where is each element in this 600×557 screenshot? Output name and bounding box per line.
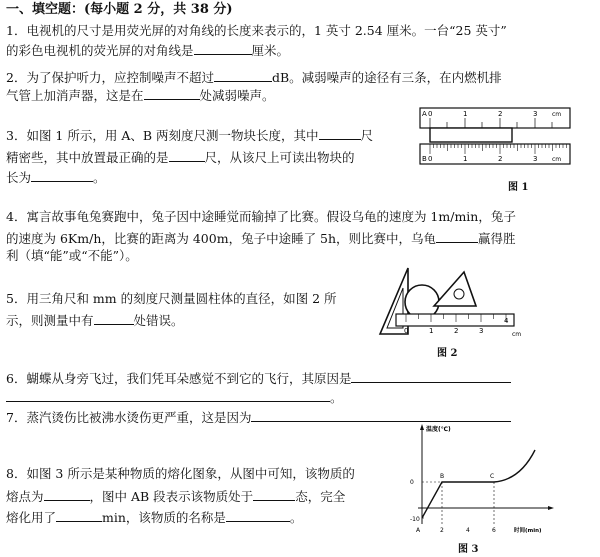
point-b: B xyxy=(440,473,445,480)
x-tick-2: 2 xyxy=(440,527,444,534)
ruler-a-tick-3: 3 xyxy=(533,110,538,118)
q2-answer-blank-1[interactable] xyxy=(214,68,272,82)
x-axis-label: 时间(min) xyxy=(514,528,542,534)
q8-text-b: ，图中 AB 段表示该物质处于 xyxy=(89,489,254,504)
q4-text-a: 的速度为 6Km/h，比赛的距离为 400m，兔子中途睡了 5h，则比赛中，乌龟 xyxy=(6,231,437,246)
section-title: 一、填空题：(每小题 2 分，共 38 分) xyxy=(6,2,233,17)
q1-answer-blank[interactable] xyxy=(194,41,252,55)
q6-text-a: 6．蝴蝶从身旁飞过，我们凭耳朵感觉不到它的飞行，其原因是 xyxy=(6,371,352,386)
q8-answer-blank-3[interactable] xyxy=(56,508,102,522)
q4-line1: 4．寓言故事龟兔赛跑中，兔子因中途睡觉而输掉了比赛。假设乌龟的速度为 1m/min，兔子 xyxy=(6,209,516,224)
ruler-a-tick-0: 0 xyxy=(428,110,433,118)
q2-answer-blank-2[interactable] xyxy=(144,86,200,100)
right-triangle xyxy=(434,272,476,306)
y-tick-0: 0 xyxy=(410,479,414,486)
q6-line2 xyxy=(6,388,343,406)
ruler-b-tick-2: 2 xyxy=(498,155,503,163)
figure-1-rulers xyxy=(416,104,576,174)
fig2-tick-0: 0 xyxy=(404,327,409,335)
block-object xyxy=(430,128,512,142)
q8-text-e: min，该物质的名称是 xyxy=(102,510,226,525)
q2-text-b: dB。减弱噪声的途径有三条，在内燃机排 xyxy=(271,70,502,85)
figure-2-caption: 图 2 xyxy=(437,348,458,359)
q4-answer-blank[interactable] xyxy=(436,229,478,243)
mm-ruler xyxy=(396,314,514,326)
q8-answer-blank-4[interactable] xyxy=(226,508,290,522)
fig2-tick-4: 4 xyxy=(504,317,509,325)
q5-text-a: 示，则测量中有 xyxy=(6,313,94,328)
fig2-tick-3: 3 xyxy=(479,327,484,335)
q3-line3 xyxy=(6,168,106,186)
q5-answer-blank[interactable] xyxy=(94,311,134,325)
x-tick-6: 6 xyxy=(492,527,496,534)
q2-line1 xyxy=(6,68,502,86)
q6-answer-blank-2[interactable] xyxy=(6,388,330,402)
fig2-tick-1: 1 xyxy=(429,327,434,335)
q8-text-c: 态，完全 xyxy=(295,489,346,504)
q3-text-a: 3．如图 1 所示，用 A、B 两刻度尺测一物块长度，其中 xyxy=(6,128,319,143)
q1-text-b: 厘米。 xyxy=(251,43,290,58)
q1-line2 xyxy=(6,41,289,59)
fig2-unit: cm xyxy=(512,331,522,338)
ruler-b-label: B xyxy=(422,155,427,163)
q8-text-d: 熔化用了 xyxy=(6,510,57,525)
q1-text-a: 的彩色电视机的荧光屏的对角线是 xyxy=(6,43,194,58)
q3-answer-blank-3[interactable] xyxy=(31,168,93,182)
q8-line2 xyxy=(6,487,345,505)
q6-line1 xyxy=(6,369,511,387)
y-axis-label: 温度(℃) xyxy=(426,426,451,433)
q3-text-d: 尺，从该尺上可读出物块的 xyxy=(204,150,355,165)
q8-line1: 8．如图 3 所示是某种物质的熔化图象，从图中可知，该物质的 xyxy=(6,466,355,481)
q8-line3 xyxy=(6,508,302,526)
q4-line3: 利（填“能”或“不能”）。 xyxy=(6,248,138,263)
figure-1-caption: 图 1 xyxy=(508,182,529,193)
ruler-b-tick-0: 0 xyxy=(428,155,433,163)
fig2-tick-2: 2 xyxy=(454,327,459,335)
q8-text-a: 熔点为 xyxy=(6,489,44,504)
ruler-b xyxy=(420,144,570,164)
q2-line2 xyxy=(6,86,275,104)
ruler-b-tick-1: 1 xyxy=(463,155,468,163)
q3-text-b: 尺 xyxy=(360,128,374,143)
q6-answer-blank-1[interactable] xyxy=(351,369,511,383)
ruler-b-tick-3: 3 xyxy=(533,155,538,163)
q8-answer-blank-1[interactable] xyxy=(44,487,90,501)
ruler-a-tick-1: 1 xyxy=(463,110,468,118)
q3-text-c: 精密些，其中放置最正确的是 xyxy=(6,150,169,165)
q3-line2 xyxy=(6,148,355,166)
q1-line1: 1．电视机的尺寸是用荧光屏的对角线的长度来表示的，1 英寸 2.54 厘米。一台“25 英寸” xyxy=(6,23,507,38)
q3-line1 xyxy=(6,126,373,144)
x-tick-4: 4 xyxy=(466,527,470,534)
q5-line1: 5．用三角尺和 mm 的刻度尺测量圆柱体的直径，如图 2 所 xyxy=(6,291,337,306)
q3-answer-blank-2[interactable] xyxy=(169,148,205,162)
q3-text-e: 长为 xyxy=(6,170,32,185)
ruler-a-unit: cm xyxy=(552,111,562,118)
ruler-a xyxy=(420,108,570,128)
q4-text-b: 赢得胜 xyxy=(478,231,516,246)
q8-answer-blank-2[interactable] xyxy=(253,487,295,501)
q2-text-c: 气管上加消声器，这是在 xyxy=(6,88,144,103)
figure-2-triangle-ruler xyxy=(376,262,526,340)
y-tick-neg10: -10 xyxy=(410,516,420,523)
ruler-a-label: A xyxy=(422,110,427,118)
figure-3-caption: 图 3 xyxy=(458,544,479,555)
ruler-a-tick-2: 2 xyxy=(498,110,503,118)
q8-text-f: 。 xyxy=(289,510,303,525)
q2-text-d: 处减弱噪声。 xyxy=(199,88,275,103)
q7-text-a: 7．蒸汽烫伤比被沸水烫伤更严重，这是因为 xyxy=(6,410,252,425)
q6-text-b: 。 xyxy=(330,390,343,405)
q3-answer-blank-1[interactable] xyxy=(319,126,361,140)
q2-text-a: 2．为了保护听力，应控制噪声不超过 xyxy=(6,70,214,85)
q5-text-b: 处错误。 xyxy=(133,313,184,328)
ruler-b-unit: cm xyxy=(552,156,562,163)
q5-line2 xyxy=(6,311,184,329)
point-c: C xyxy=(490,473,495,480)
figure-3-melting-graph xyxy=(410,420,560,538)
point-a: A xyxy=(416,527,421,534)
q4-line2 xyxy=(6,229,516,247)
q3-text-f: 。 xyxy=(93,170,106,185)
